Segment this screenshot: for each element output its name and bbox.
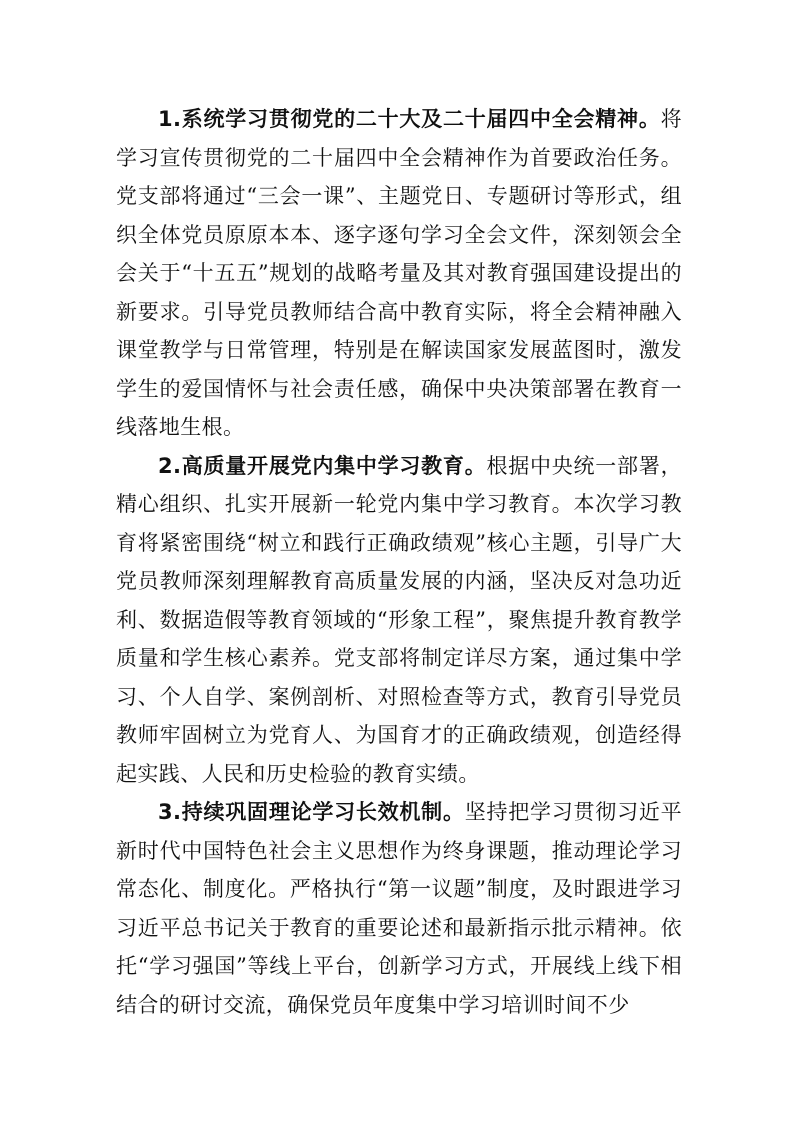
paragraph-1 bbox=[116, 100, 682, 447]
paragraph-2 bbox=[116, 447, 682, 794]
paragraph-2-text: 根据中央统一部署，精心组织、扎实开展新一轮党内集中学习教育。本次学习教育将紧密围绕“树立和践行正确政绩观”核心主题，引导广大党员教师深刻理解教育高质量发展的内涵，坚决反对急功近利、数据造假等教育领域的“形象工程”，聚焦提升教育教学质量和学生核心素养。党支部将制定详尽方案，通过集中学习、个人自学、案例剖析、对照检查等方式，教育引导党员教师牢固树立为党育人、为国育才的正确政绩观，创造经得起实践、人民和历史检验的教育实绩。 bbox=[116, 453, 682, 786]
paragraph-3-heading: 3.持续巩固理论学习长效机制。 bbox=[158, 800, 465, 824]
paragraph-3-text: 坚持把学习贯彻习近平新时代中国特色社会主义思想作为终身课题，推动理论学习常态化、制度化。严格执行“第一议题”制度，及时跟进学习习近平总书记关于教育的重要论述和最新指示批示精神。依托“学习强国”等线上平台，创新学习方式，开展线上线下相结合的研讨交流，确保党员年度集中学习培训时间不少 bbox=[116, 800, 683, 1017]
paragraph-1-heading: 1.系统学习贯彻党的二十大及二十届四中全会精神。 bbox=[158, 107, 661, 131]
document-body bbox=[116, 100, 682, 1024]
paragraph-2-heading: 2.高质量开展党内集中学习教育。 bbox=[158, 453, 487, 478]
paragraph-3 bbox=[116, 793, 682, 1024]
paragraph-1-text: 将学习宣传贯彻党的二十届四中全会精神作为首要政治任务。党支部将通过“三会一课”、主题党日、专题研讨等形式，组织全体党员原原本本、逐字逐句学习全会文件，深刻领会全会关于“十五五”规划的战略考量及其对教育强国建设提出的新要求。引导党员教师结合高中教育实际，将全会精神融入课堂教学与日常管理，特别是在解读国家发展蓝图时，激发学生的爱国情怀与社会责任感，确保中央决策部署在教育一线落地生根。 bbox=[116, 107, 682, 439]
